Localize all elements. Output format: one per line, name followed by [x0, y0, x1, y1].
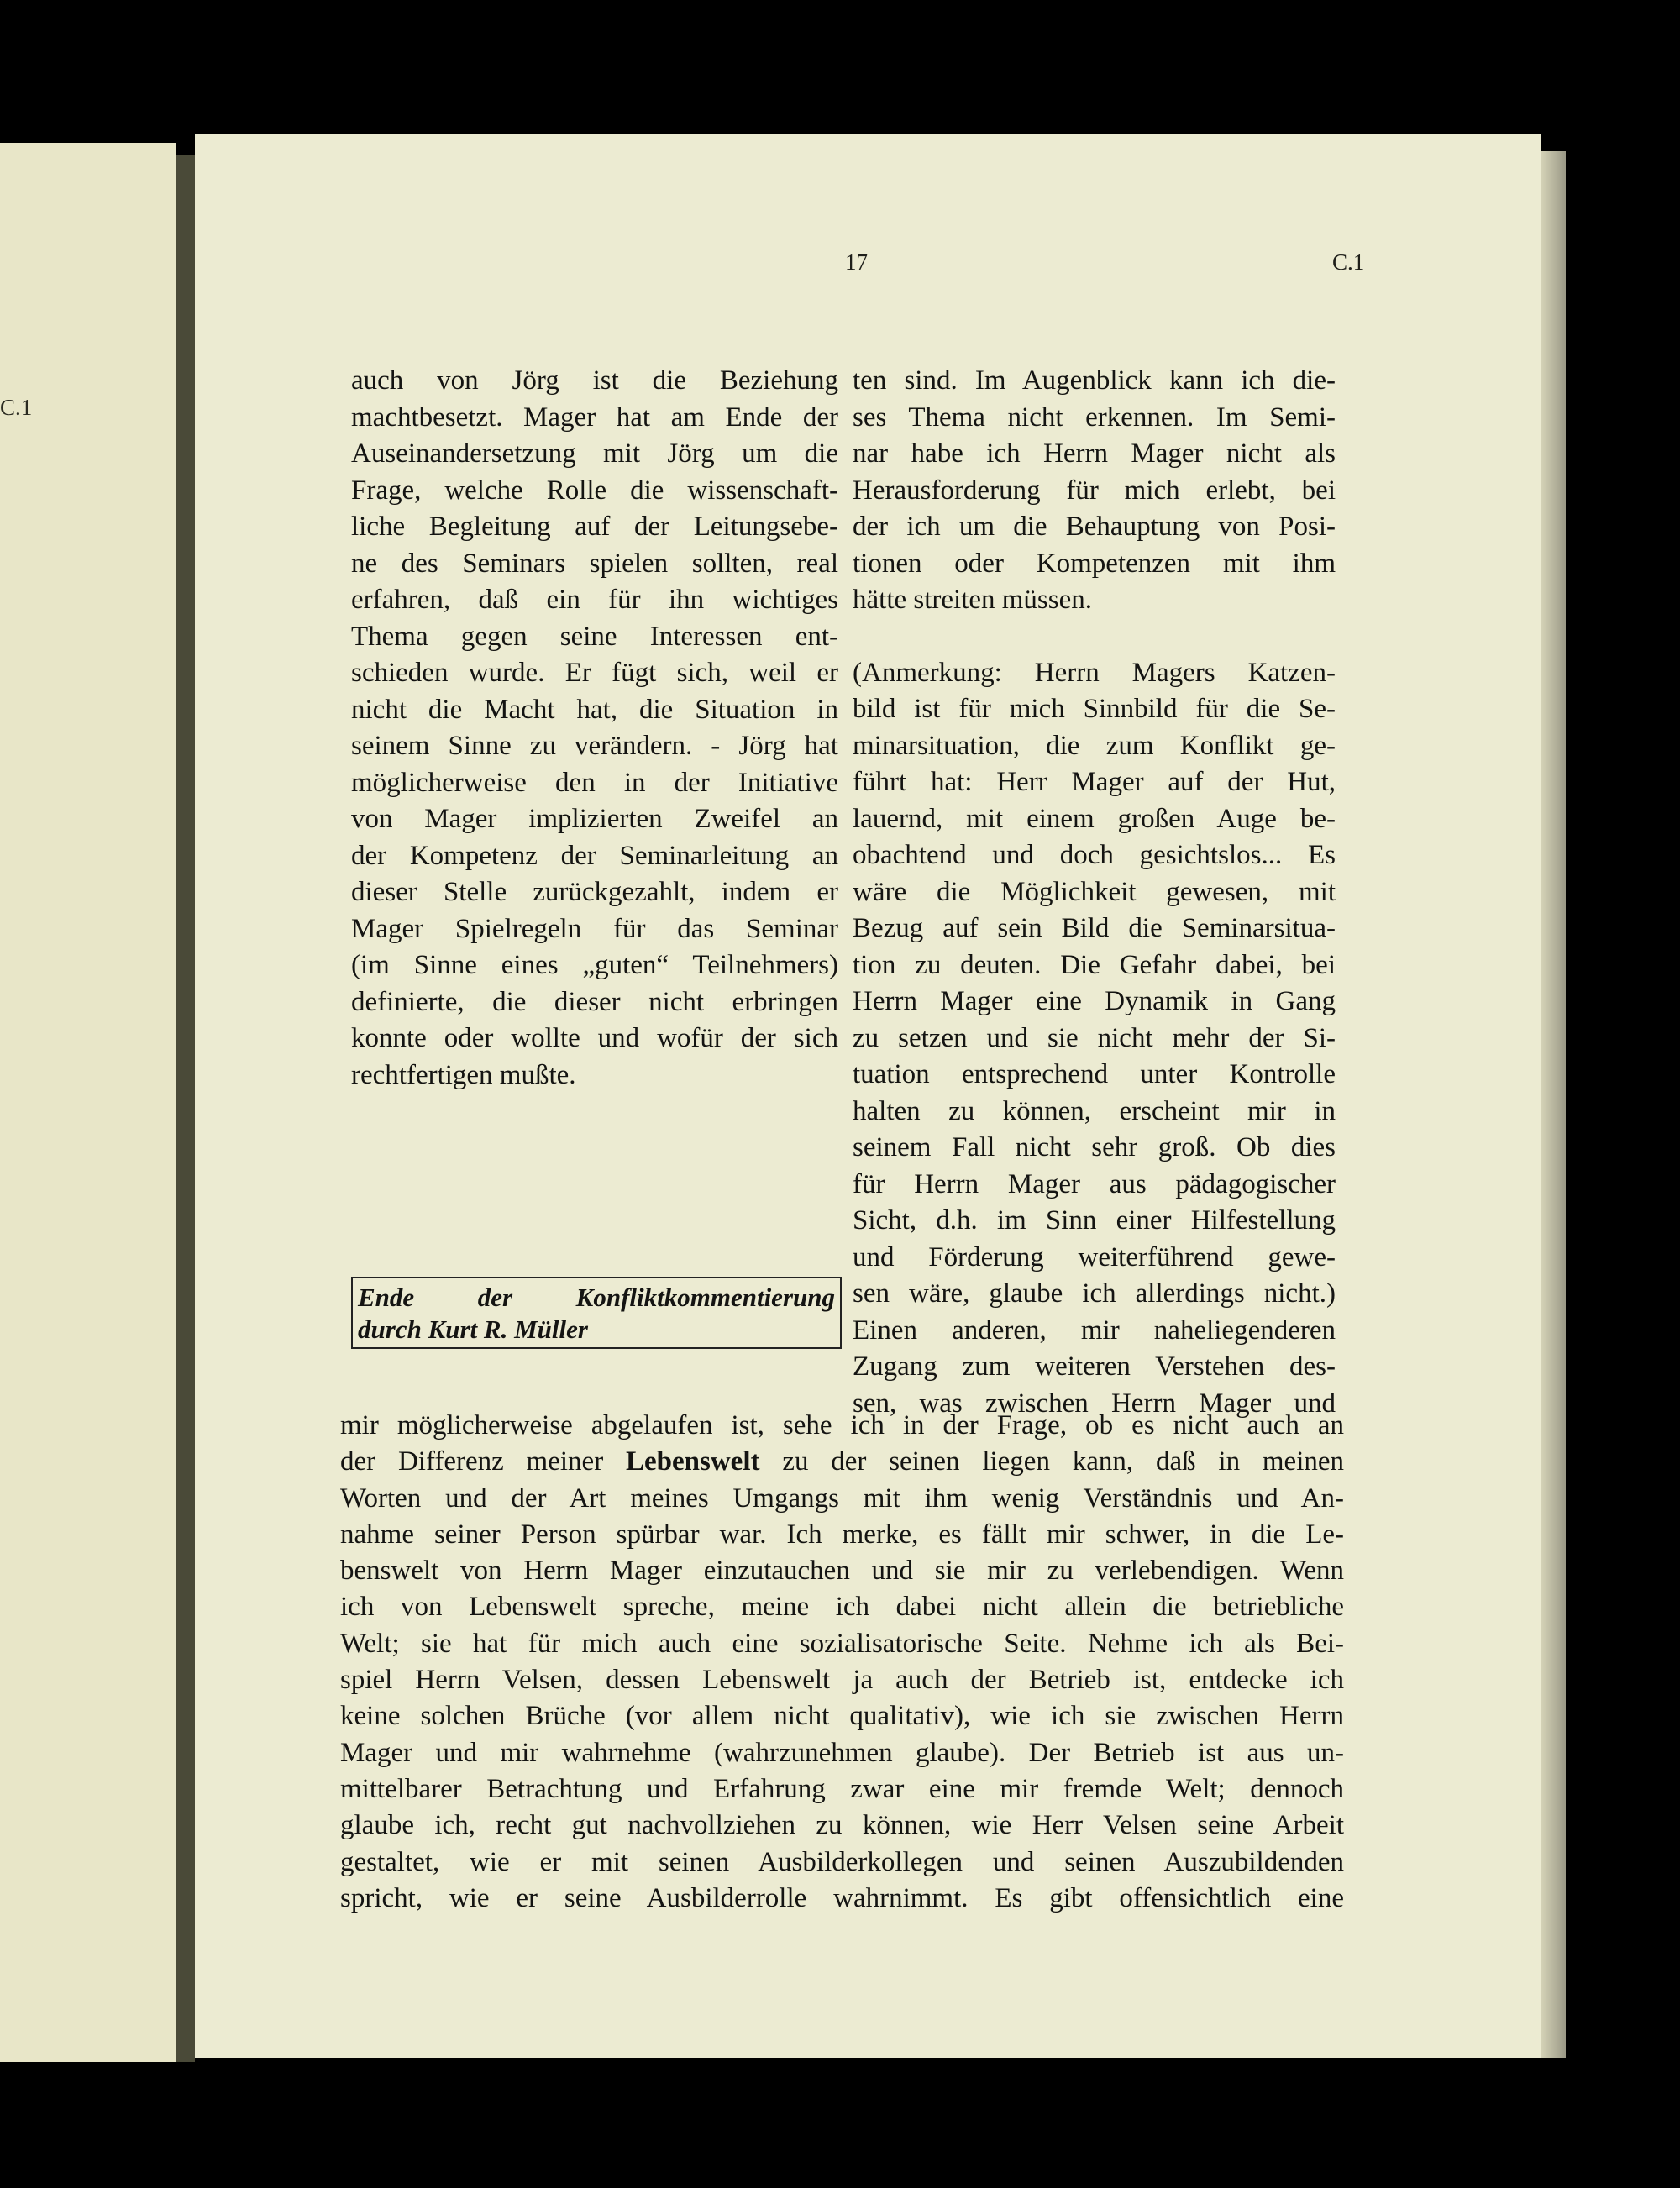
facing-page-section-label: C.1 — [0, 395, 33, 420]
text-line: für Herrn Mager aus pädagogischer — [853, 1168, 1336, 1199]
text-line: dieser Stelle zurückgezahlt, indem er — [351, 877, 838, 907]
text-line: Einen anderen, mir naheliegenderen — [853, 1314, 1336, 1346]
comment-end-box — [351, 1277, 842, 1349]
text-line: spricht, wie er seine Ausbilderrolle wahrnimmt. Es gibt offensichtlich eine — [340, 1882, 1344, 1913]
book-spine — [176, 155, 195, 2062]
text-line: Zugang zum weiteren Verstehen des- — [853, 1351, 1336, 1382]
text-line: obachtend und doch gesichtslos... Es — [853, 840, 1336, 870]
text-line: Worten und der Art meines Umgangs mit ihm wenig Verständnis und An- — [340, 1482, 1344, 1514]
text-line: definierte, die dieser nicht erbringen — [351, 986, 838, 1017]
text-line: Frage, welche Rolle die wissenschaft- — [351, 475, 838, 506]
text-line: auch von Jörg ist die Beziehung — [351, 365, 838, 396]
text-line: Welt; sie hat für mich auch eine sozialisatorische Seite. Nehme ich als Bei- — [340, 1628, 1344, 1659]
text-line: ten sind. Im Augenblick kann ich die- — [853, 365, 1336, 396]
text-fragment: zu der seinen liegen kann, daß in meinen — [782, 1446, 1345, 1477]
text-line: (Anmerkung: Herrn Magers Katzen- — [853, 657, 1336, 688]
facing-page — [0, 143, 176, 2062]
text-line: nar habe ich Herrn Mager nicht als — [853, 438, 1336, 469]
text-line: rechtfertigen mußte. — [351, 1059, 576, 1090]
left-column — [351, 363, 838, 1094]
text-line: konnte oder wollte und wofür der sich — [351, 1023, 838, 1053]
text-line: führt hat: Herr Mager auf der Hut, — [853, 767, 1336, 797]
text-line: schieden wurde. Er fügt sich, weil er — [351, 658, 838, 688]
text-line: möglicherweise den in der Initiative — [351, 767, 838, 798]
text-line: liche Begleitung auf der Leitungsebe- — [351, 512, 838, 542]
text-line: glaube ich, recht gut nachvollziehen zu können, wie Herr Velsen seine Arbeit — [340, 1810, 1344, 1841]
text-line: mir möglicherweise abgelaufen ist, sehe ich in der Frage, ob es nicht auch an — [340, 1410, 1344, 1440]
text-line: tuation entsprechend unter Kontrolle — [853, 1059, 1336, 1089]
text-line: gestaltet, wie er mit seinen Ausbilderkollegen und seinen Auszubildenden — [340, 1846, 1344, 1877]
text-line: Mager Spielregeln für das Seminar — [351, 913, 838, 944]
text-line: seinem Sinne zu verändern. - Jörg hat — [351, 731, 838, 761]
section-label: C.1 — [1332, 249, 1365, 275]
text-line: benswelt von Herrn Mager einzutauchen und sie mir zu verlebendigen. Wenn — [340, 1556, 1344, 1587]
text-line: minarsituation, die zum Konflikt ge- — [853, 730, 1336, 761]
text-line: von Mager implizierten Zweifel an — [351, 804, 838, 834]
page-number: 17 — [845, 249, 868, 275]
text-fragment: der Differenz meiner — [340, 1446, 604, 1477]
text-line: nicht die Macht hat, die Situation in — [351, 694, 838, 725]
text-line: Herausforderung für mich erlebt, bei — [853, 475, 1336, 506]
paragraph-gap — [853, 619, 1336, 655]
text-line: Auseinandersetzung mit Jörg um die — [351, 438, 838, 469]
text-line: Thema gegen seine Interessen ent- — [351, 621, 838, 652]
right-column — [853, 363, 1336, 1422]
text-line: mittelbarer Betrachtung und Erfahrung zwar eine mir fremde Welt; dennoch — [340, 1773, 1344, 1804]
text-line: halten zu können, erscheint mir in — [853, 1095, 1336, 1126]
text-line: lauernd, mit einem großen Auge be- — [853, 803, 1336, 834]
text-line: sen, was zwischen Herrn Mager und — [853, 1388, 1336, 1419]
text-line-with-bold — [340, 1444, 1344, 1480]
text-line: nahme seiner Person spürbar war. Ich merke, es fällt mir schwer, in die Le- — [340, 1519, 1344, 1550]
full-width-text — [340, 1408, 1344, 1917]
text-line: zu setzen und sie nicht mehr der Si- — [853, 1022, 1336, 1053]
page-edge — [1541, 151, 1566, 2058]
text-line: ne des Seminars spielen sollten, real — [351, 548, 838, 579]
text-line: tion zu deuten. Die Gefahr dabei, bei — [853, 949, 1336, 980]
text-line: bild ist für mich Sinnbild für die Se- — [853, 694, 1336, 724]
text-line: wäre die Möglichkeit gewesen, mit — [853, 876, 1336, 907]
text-line: keine solchen Brüche (vor allem nicht qualitativ), wie ich sie zwischen Herrn — [340, 1701, 1344, 1732]
text-line: Herrn Mager eine Dynamik in Gang — [853, 986, 1336, 1016]
text-line: ses Thema nicht erkennen. Im Semi- — [853, 401, 1336, 433]
text-line: Bezug auf sein Bild die Seminarsitua- — [853, 913, 1336, 943]
text-line: erfahren, daß ein für ihn wichtiges — [351, 585, 838, 615]
text-line: sen wäre, glaube ich allerdings nicht.) — [853, 1278, 1336, 1309]
comment-end-author: durch Kurt R. Müller — [358, 1314, 588, 1344]
text-line: (im Sinne eines „guten“ Teilnehmers) — [351, 950, 838, 980]
text-line: machtbesetzt. Mager hat am Ende der — [351, 401, 838, 433]
text-line: hätte streiten müssen. — [853, 585, 1093, 615]
text-line: seinem Fall nicht sehr groß. Ob dies — [853, 1132, 1336, 1162]
text-line: tionen oder Kompetenzen mit ihm — [853, 548, 1336, 579]
text-line: der ich um die Behauptung von Posi- — [853, 512, 1336, 542]
text-line: Sicht, d.h. im Sinn einer Hilfestellung — [853, 1205, 1336, 1236]
text-line: ich von Lebenswelt spreche, meine ich dabei nicht allein die betriebliche — [340, 1592, 1344, 1623]
text-line: der Kompetenz der Seminarleitung an — [351, 840, 838, 871]
bold-term-lebenswelt: Lebenswelt — [626, 1446, 760, 1477]
text-line: Mager und mir wahrnehme (wahrzunehmen glaube). Der Betrieb ist aus un- — [340, 1737, 1344, 1768]
comment-end-title: Ende der Konfliktkommentierung — [358, 1283, 835, 1312]
text-line: spiel Herrn Velsen, dessen Lebenswelt ja auch der Betrieb ist, entdecke ich — [340, 1665, 1344, 1696]
text-line: und Förderung weiterführend gewe- — [853, 1241, 1336, 1272]
